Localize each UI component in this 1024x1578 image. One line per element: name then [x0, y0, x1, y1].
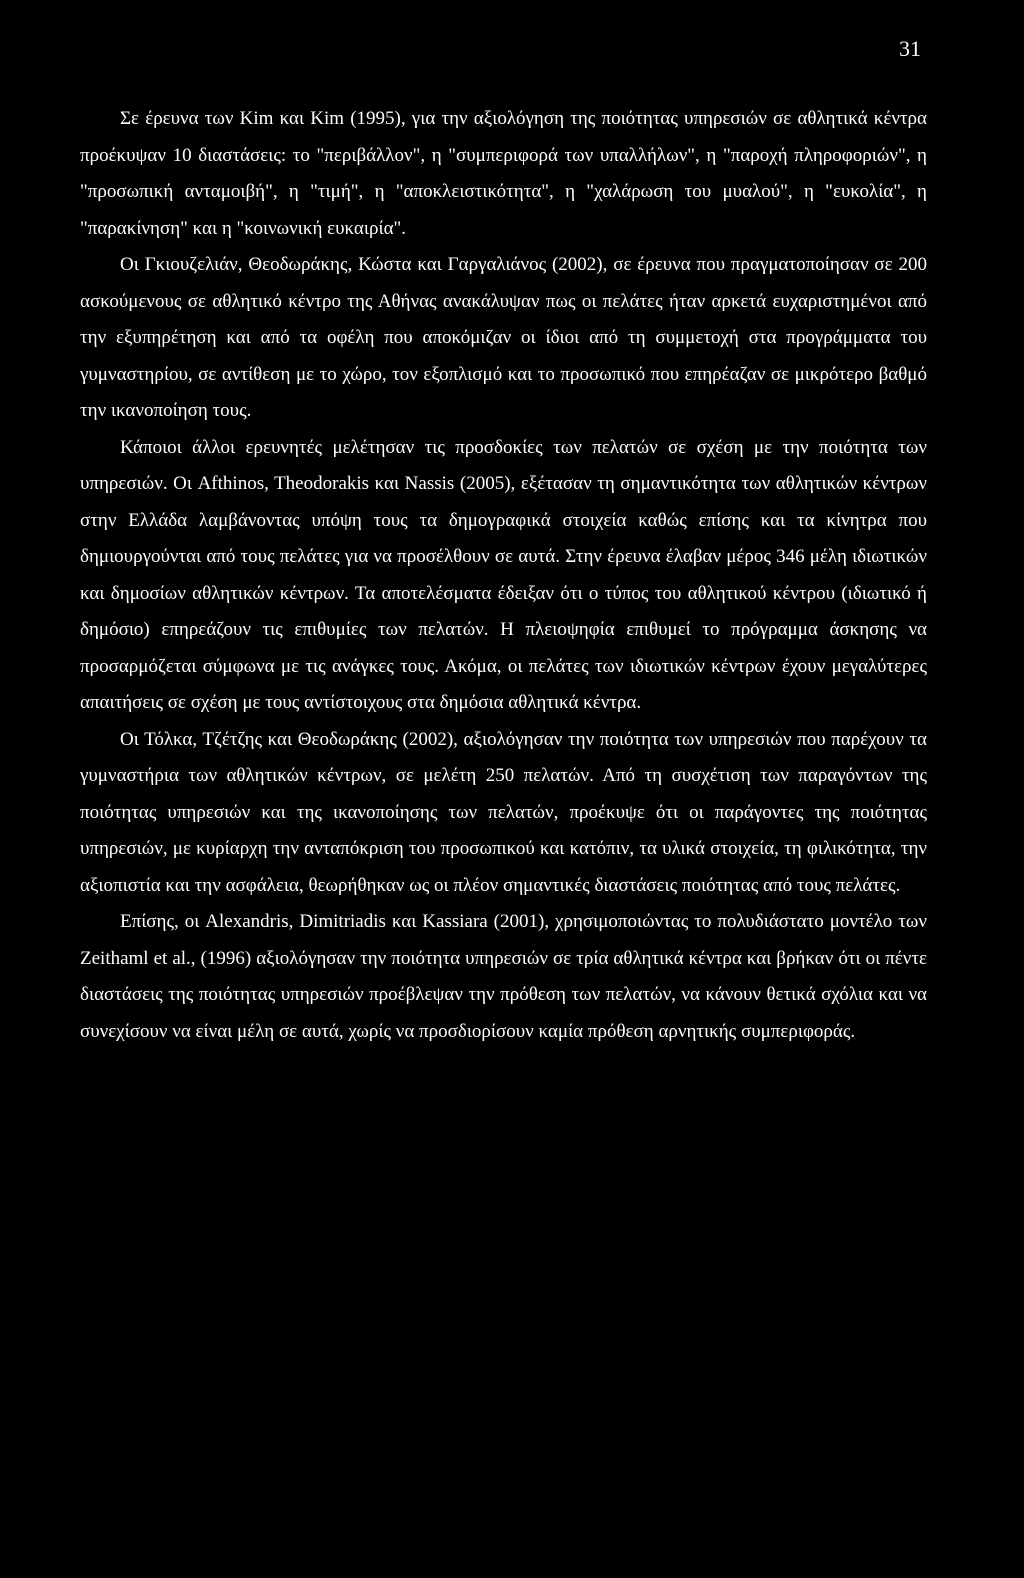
paragraph-gkiouzelian-study [80, 247, 927, 430]
paragraph-alexandris-study [80, 904, 927, 1050]
paragraph-text: Κάποιοι άλλοι ερευνητές μελέτησαν τις προσδοκίες των πελατών σε σχέση με την ποιότητα των υπηρεσιών. Οι Afthinos, Theodorakis και Nassis (2005), εξέτασαν τη σημαντικότητα των αθλητικών κέντρων στην Ελλάδα λαμβάνοντας υπόψη τους τα δημογραφικά στοιχεία καθώς επίσης και τα κίνητρα που δημιουργούνται από τους πελάτες για να προσέλθουν σε αυτά. Στην έρευνα έλαβαν μέρος 346 μέλη ιδιωτικών και δημοσίων αθλητικών κέντρων. Τα αποτελέσματα έδειξαν ότι ο τύπος του αθλητικού κέντρου (ιδιωτικό ή δημόσιο) επηρεάζουν τις επιθυμίες των πελατών. Η πλειοψηφία επιθυμεί το πρόγραμμα άσκησης να προσαρμόζεται σύμφωνα με τις ανάγκες τους. Ακόμα, οι πελάτες των ιδιωτικών κέντρων έχουν μεγαλύτερες απαιτήσεις σε σχέση με τους αντίστοιχους στα δημόσια αθλητικά κέντρα. [80, 436, 927, 713]
paragraph-text: Σε έρευνα των Kim και Kim (1995), για την αξιολόγηση της ποιότητας υπηρεσιών σε αθλητικά κέντρα προέκυψαν 10 διαστάσεις: το "περιβάλλον", η "συμπεριφορά των υπαλλήλων", η "παροχή πληροφοριών", η "προσωπική ανταμοιβή", η "τιμή", η "αποκλειστικότητα", η "χαλάρωση του μυαλού", η "ευκολία", η "παρακίνηση" και η "κοινωνική ευκαιρία". [80, 108, 927, 239]
paragraph-afthinos-study [80, 430, 927, 722]
paragraph-text: Οι Τόλκα, Τζέτζης και Θεοδωράκης (2002), αξιολόγησαν την ποιότητα των υπηρεσιών που παρέχουν τα γυμναστήρια των αθλητικών κέντρων, σε μελέτη 250 πελατών. Από τη συσχέτιση των παραγόντων της ποιότητας υπηρεσιών και της ικανοποίησης των πελατών, προέκυψε ότι οι παράγοντες της ποιότητας υπηρεσιών, με κυρίαρχη την ανταπόκριση του προσωπικού και κατόπιν, τα υλικά στοιχεία, τη φιλικότητα, την αξιοπιστία και την ασφάλεια, θεωρήθηκαν ως οι πλέον σημαντικές διαστάσεις ποιότητας από τους πελάτες. [80, 728, 927, 896]
paragraph-text: Οι Γκιουζελιάν, Θεοδωράκης, Κώστα και Γαργαλιάνος (2002), σε έρευνα που πραγματοποίησαν σε 200 ασκούμενους σε αθλητικό κέντρο της Αθήνας ανακάλυψαν πως οι πελάτες ήταν αρκετά ευχαριστημένοι από την εξυπηρέτηση και από τα οφέλη που αποκόμιζαν οι ίδιοι από τη συμμετοχή στα προγράμματα του γυμναστηρίου, σε αντίθεση με το χώρο, τον εξοπλισμό και το προσωπικό που επηρέαζαν σε μικρότερο βαθμό την ικανοποίηση τους. [80, 254, 927, 421]
paragraph-kim-study [80, 101, 927, 247]
paragraph-tolka-study [80, 722, 927, 905]
page-number: 31 [899, 36, 921, 61]
paragraph-text: Επίσης, οι Alexandris, Dimitriadis και Kassiara (2001), χρησιμοποιώντας το πολυδιάστατο μοντέλο των Zeithaml et al., (1996) αξιολόγησαν την ποιότητα υπηρεσιών σε τρία αθλητικά κέντρα και βρήκαν ότι οι πέντε διαστάσεις της ποιότητας υπηρεσιών προέβλεψαν την πρόθεση των πελατών, να κάνουν θετικά σχόλια και να συνεχίσουν να είναι μέλη σε αυτά, χωρίς να προσδιορίσουν καμία πρόθεση αρνητικής συμπεριφοράς. [80, 911, 927, 1042]
document-body [80, 101, 927, 1050]
